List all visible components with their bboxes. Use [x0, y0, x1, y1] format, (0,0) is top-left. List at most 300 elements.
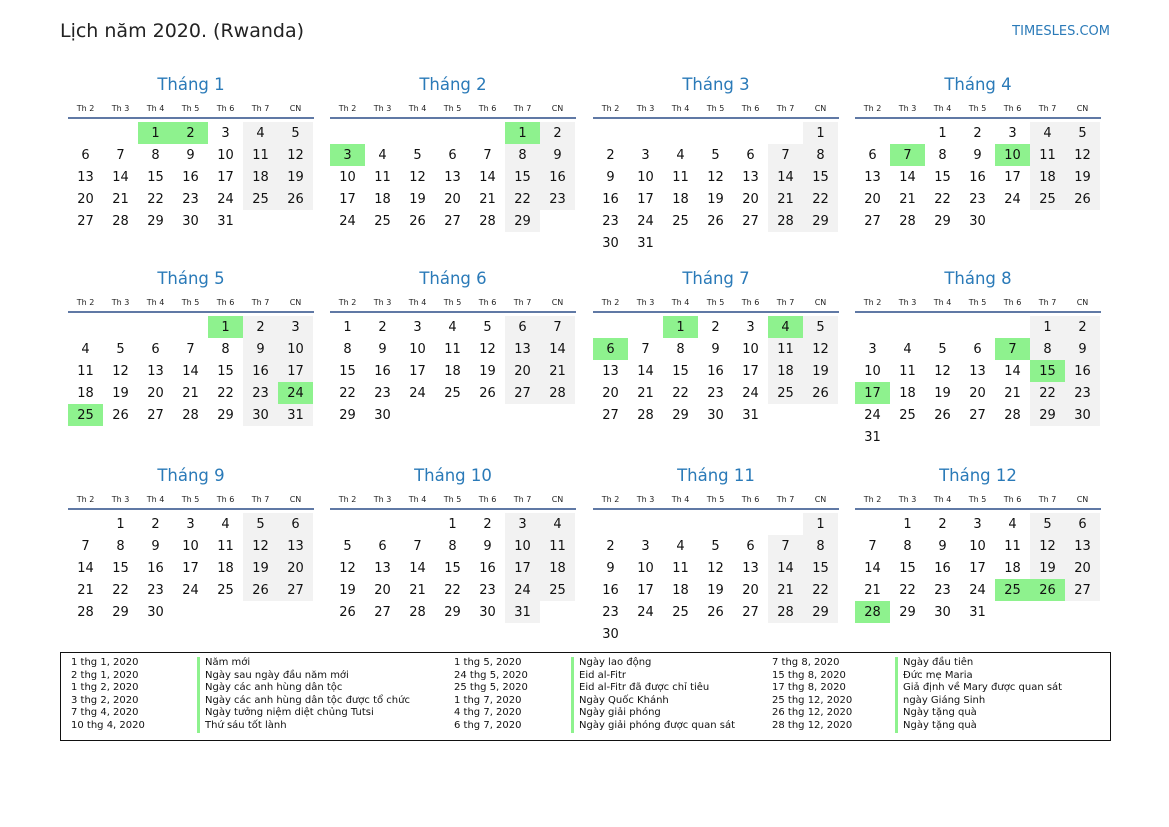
empty-cell — [628, 316, 663, 338]
day-cell: 12 — [409, 169, 426, 185]
day-cell: 6 — [278, 513, 313, 535]
day-cell: 29 — [934, 213, 951, 229]
day-cell: 4 — [1030, 122, 1065, 144]
day-cell: 14 — [540, 338, 575, 360]
empty-cell — [698, 513, 733, 535]
day-cell: 25 — [217, 582, 234, 598]
day-grid — [330, 122, 576, 232]
day-cell: 2 — [243, 316, 278, 338]
day-cell: 20 — [147, 385, 164, 401]
day-cell: 20 — [742, 191, 759, 207]
empty-cell — [733, 122, 768, 144]
day-cell: 13 — [742, 560, 759, 576]
legend-holiday-name: Ngày các anh hùng dân tộc — [197, 682, 410, 695]
day-cell: 19 — [278, 166, 313, 188]
day-cell: 18 — [540, 557, 575, 579]
weekday-label: Th 2 — [76, 298, 95, 307]
legend-holiday-name: Ngày tưởng niệm diệt chủng Tutsi — [197, 707, 410, 720]
day-cell: 14 — [112, 169, 129, 185]
day-cell: 22 — [803, 579, 838, 601]
empty-cell — [68, 316, 103, 338]
day-cell: 6 — [1065, 513, 1100, 535]
day-cell: 26 — [409, 213, 426, 229]
day-cell: 15 — [803, 557, 838, 579]
day-cell: 28 — [899, 213, 916, 229]
day-cell: 24 — [864, 407, 881, 423]
legend-holiday-name: Ngày giải phóng được quan sát — [571, 720, 735, 733]
empty-cell — [628, 122, 663, 144]
day-cell: 15 — [147, 169, 164, 185]
day-cell: 2 — [151, 516, 160, 532]
day-cell: 23 — [374, 385, 391, 401]
weekday-label: Th 4 — [146, 298, 165, 307]
day-cell: 29 — [1030, 404, 1065, 426]
day-cell: 21 — [182, 385, 199, 401]
day-cell: 20 — [77, 191, 94, 207]
day-cell: 4 — [676, 147, 685, 163]
day-cell: 4 — [540, 513, 575, 535]
day-cell: 6 — [81, 147, 90, 163]
month-name: Tháng 1 — [157, 75, 225, 94]
weekday-label: Th 4 — [408, 298, 427, 307]
empty-cell — [103, 316, 138, 338]
day-cell: 20 — [374, 582, 391, 598]
day-cell: 7 — [116, 147, 125, 163]
legend-date: 10 thg 4, 2020 — [71, 719, 145, 731]
weekday-label: Th 3 — [898, 495, 917, 504]
legend-holiday-name: Ngày sau ngày đầu năm mới — [197, 670, 410, 683]
day-cell: 26 — [112, 407, 129, 423]
day-cell: 9 — [711, 341, 720, 357]
day-cell: 22 — [803, 188, 838, 210]
day-cell: 11 — [672, 560, 689, 576]
day-cell: 22 — [147, 191, 164, 207]
day-cell: 19 — [707, 191, 724, 207]
empty-cell — [663, 513, 698, 535]
day-cell: 17 — [742, 363, 759, 379]
day-cell: 17 — [217, 169, 234, 185]
month-name: Tháng 6 — [419, 269, 487, 288]
day-cell: 13 — [444, 169, 461, 185]
weekday-header — [855, 494, 1101, 510]
day-cell: 19 — [409, 191, 426, 207]
weekday-header — [68, 297, 314, 313]
day-cell: 23 — [243, 382, 278, 404]
weekday-label: Th 5 — [181, 104, 200, 113]
day-cell: 12 — [339, 560, 356, 576]
empty-cell — [593, 513, 628, 535]
legend-date-column — [772, 657, 852, 733]
day-cell: 30 — [479, 604, 496, 620]
day-cell: 18 — [217, 560, 234, 576]
empty-cell — [68, 513, 103, 535]
day-cell: 8 — [448, 538, 457, 554]
holiday-cell: 15 — [1030, 360, 1065, 382]
weekday-label: Th 6 — [216, 298, 235, 307]
legend-date: 4 thg 7, 2020 — [454, 707, 522, 719]
day-grid — [855, 513, 1101, 623]
day-cell: 13 — [147, 363, 164, 379]
day-cell: 28 — [479, 213, 496, 229]
day-cell: 17 — [409, 363, 426, 379]
day-cell: 22 — [505, 188, 540, 210]
day-cell: 25 — [540, 579, 575, 601]
day-cell: 8 — [903, 538, 912, 554]
holiday-cell: 24 — [278, 382, 313, 404]
day-cell: 12 — [243, 535, 278, 557]
day-cell: 5 — [483, 319, 492, 335]
weekday-label: Th 2 — [601, 495, 620, 504]
empty-cell — [698, 122, 733, 144]
day-cell: 24 — [637, 604, 654, 620]
weekday-label: Th 2 — [338, 298, 357, 307]
legend-name-column — [197, 657, 410, 733]
day-grid — [593, 122, 839, 254]
day-cell: 29 — [672, 407, 689, 423]
day-cell: 22 — [934, 191, 951, 207]
month-name: Tháng 12 — [939, 466, 1017, 485]
day-cell: 25 — [672, 213, 689, 229]
day-cell: 8 — [803, 144, 838, 166]
day-grid — [68, 316, 314, 426]
day-cell: 16 — [374, 363, 391, 379]
holiday-cell: 25 — [995, 579, 1030, 601]
weekday-label: Th 4 — [408, 495, 427, 504]
day-cell: 9 — [243, 338, 278, 360]
day-cell: 27 — [864, 213, 881, 229]
day-cell: 3 — [641, 538, 650, 554]
day-cell: 1 — [938, 125, 947, 141]
weekday-label: Th 7 — [251, 298, 270, 307]
day-cell: 29 — [339, 407, 356, 423]
day-cell: 23 — [182, 191, 199, 207]
weekday-label: Th 6 — [1003, 495, 1022, 504]
day-cell: 28 — [409, 604, 426, 620]
day-cell: 30 — [934, 604, 951, 620]
day-cell: 1 — [116, 516, 125, 532]
weekday-label: Th 3 — [373, 298, 392, 307]
weekday-label: Th 5 — [443, 298, 462, 307]
month-block — [593, 267, 839, 426]
empty-cell — [365, 122, 400, 144]
day-cell: 23 — [1065, 382, 1100, 404]
month-name: Tháng 2 — [419, 75, 487, 94]
day-cell: 2 — [606, 147, 615, 163]
day-cell: 24 — [182, 582, 199, 598]
day-cell: 22 — [1030, 382, 1065, 404]
day-cell: 8 — [343, 341, 352, 357]
weekday-label: CN — [551, 104, 564, 113]
legend-holiday-name: Ngày tặng quà — [895, 720, 1062, 733]
day-cell: 10 — [864, 363, 881, 379]
day-cell: 1 — [903, 516, 912, 532]
day-cell: 4 — [221, 516, 230, 532]
weekday-label: Th 7 — [776, 298, 795, 307]
day-cell: 20 — [278, 557, 313, 579]
day-cell: 8 — [151, 147, 160, 163]
day-cell: 30 — [147, 604, 164, 620]
day-cell: 12 — [479, 341, 496, 357]
day-cell: 18 — [672, 582, 689, 598]
day-cell: 24 — [339, 213, 356, 229]
day-cell: 18 — [672, 191, 689, 207]
legend-holiday-name: Ngày tặng quà — [895, 707, 1062, 720]
weekday-header — [855, 297, 1101, 313]
weekday-label: Th 7 — [251, 104, 270, 113]
day-cell: 27 — [742, 213, 759, 229]
day-cell: 26 — [707, 213, 724, 229]
weekday-label: Th 3 — [111, 495, 130, 504]
legend-date: 25 thg 5, 2020 — [454, 682, 528, 694]
holiday-cell: 1 — [663, 316, 698, 338]
holiday-cell: 28 — [855, 601, 890, 623]
weekday-label: Th 6 — [478, 298, 497, 307]
day-cell: 5 — [343, 538, 352, 554]
legend-name-column — [895, 657, 1062, 733]
empty-cell — [593, 316, 628, 338]
day-cell: 28 — [182, 407, 199, 423]
day-cell: 21 — [540, 360, 575, 382]
weekday-label: Th 2 — [601, 298, 620, 307]
empty-cell — [593, 122, 628, 144]
day-cell: 10 — [637, 560, 654, 576]
day-cell: 15 — [112, 560, 129, 576]
day-cell: 5 — [938, 341, 947, 357]
day-cell: 29 — [803, 210, 838, 232]
day-cell: 19 — [243, 557, 278, 579]
month-name: Tháng 3 — [682, 75, 750, 94]
month-name: Tháng 8 — [944, 269, 1012, 288]
weekday-label: Th 7 — [513, 104, 532, 113]
day-cell: 3 — [186, 516, 195, 532]
weekday-label: Th 7 — [1038, 495, 1057, 504]
legend-date: 1 thg 1, 2020 — [71, 657, 139, 668]
weekday-label: Th 3 — [898, 298, 917, 307]
day-cell: 11 — [243, 144, 278, 166]
weekday-label: Th 6 — [741, 104, 760, 113]
month-name: Tháng 5 — [157, 269, 225, 288]
day-cell: 6 — [868, 147, 877, 163]
day-cell: 29 — [112, 604, 129, 620]
month-block — [330, 267, 576, 426]
weekday-label: Th 5 — [706, 495, 725, 504]
holiday-cell: 1 — [138, 122, 173, 144]
day-cell: 15 — [217, 363, 234, 379]
day-cell: 11 — [899, 363, 916, 379]
day-cell: 20 — [444, 191, 461, 207]
day-cell: 7 — [868, 538, 877, 554]
weekday-label: Th 3 — [111, 298, 130, 307]
holiday-cell: 2 — [173, 122, 208, 144]
day-cell: 15 — [505, 166, 540, 188]
day-cell: 31 — [505, 601, 540, 623]
day-cell: 26 — [934, 407, 951, 423]
day-cell: 10 — [339, 169, 356, 185]
day-cell: 11 — [217, 538, 234, 554]
weekday-label: CN — [551, 298, 564, 307]
day-cell: 16 — [243, 360, 278, 382]
day-cell: 11 — [444, 341, 461, 357]
legend-date: 3 thg 2, 2020 — [71, 694, 139, 706]
day-cell: 28 — [540, 382, 575, 404]
day-cell: 5 — [116, 341, 125, 357]
day-cell: 16 — [479, 560, 496, 576]
day-cell: 26 — [339, 604, 356, 620]
day-cell: 21 — [768, 579, 803, 601]
day-cell: 2 — [606, 538, 615, 554]
empty-cell — [855, 513, 890, 535]
day-cell: 29 — [147, 213, 164, 229]
month-block — [68, 73, 314, 232]
day-cell: 21 — [77, 582, 94, 598]
day-cell: 5 — [243, 513, 278, 535]
day-cell: 8 — [505, 144, 540, 166]
day-cell: 11 — [1004, 538, 1021, 554]
day-cell: 22 — [672, 385, 689, 401]
day-cell: 4 — [378, 147, 387, 163]
legend-holiday-name: Ngày lao động — [571, 657, 735, 670]
day-cell: 5 — [278, 122, 313, 144]
day-cell: 19 — [112, 385, 129, 401]
day-cell: 30 — [707, 407, 724, 423]
empty-cell — [855, 122, 890, 144]
legend-date: 15 thg 8, 2020 — [772, 669, 846, 681]
day-cell: 15 — [444, 560, 461, 576]
day-cell: 7 — [641, 341, 650, 357]
legend-holiday-name: Ngày Quốc Khánh — [571, 695, 735, 708]
day-cell: 4 — [448, 319, 457, 335]
day-cell: 12 — [803, 338, 838, 360]
day-cell: 4 — [81, 341, 90, 357]
site-link[interactable]: TIMESLES.COM — [1012, 24, 1110, 39]
legend-date: 25 thg 12, 2020 — [772, 694, 853, 706]
day-cell: 10 — [409, 341, 426, 357]
weekday-label: CN — [814, 104, 827, 113]
weekday-label: Th 2 — [76, 104, 95, 113]
weekday-label: Th 7 — [251, 495, 270, 504]
day-cell: 5 — [803, 316, 838, 338]
weekday-label: Th 7 — [513, 298, 532, 307]
weekday-label: Th 5 — [968, 495, 987, 504]
day-cell: 21 — [637, 385, 654, 401]
day-cell: 12 — [707, 169, 724, 185]
day-cell: 1 — [343, 319, 352, 335]
empty-cell — [365, 513, 400, 535]
day-cell: 26 — [803, 382, 838, 404]
day-cell: 25 — [768, 382, 803, 404]
day-cell: 22 — [339, 385, 356, 401]
day-cell: 4 — [1008, 516, 1017, 532]
day-cell: 21 — [768, 188, 803, 210]
day-grid — [855, 316, 1101, 448]
day-cell: 17 — [1004, 169, 1021, 185]
day-cell: 8 — [803, 535, 838, 557]
day-cell: 6 — [448, 147, 457, 163]
weekday-label: Th 5 — [968, 298, 987, 307]
day-cell: 1 — [448, 516, 457, 532]
weekday-label: Th 4 — [671, 495, 690, 504]
empty-cell — [960, 316, 995, 338]
weekday-header — [68, 494, 314, 510]
day-cell: 16 — [934, 560, 951, 576]
day-cell: 29 — [217, 407, 234, 423]
legend-date: 1 thg 7, 2020 — [454, 694, 522, 706]
day-cell: 9 — [938, 538, 947, 554]
day-cell: 14 — [409, 560, 426, 576]
weekday-label: Th 3 — [636, 104, 655, 113]
day-cell: 11 — [374, 169, 391, 185]
weekday-label: CN — [1076, 298, 1089, 307]
day-cell: 13 — [77, 169, 94, 185]
day-cell: 27 — [374, 604, 391, 620]
day-cell: 30 — [182, 213, 199, 229]
day-cell: 11 — [540, 535, 575, 557]
day-cell: 23 — [934, 582, 951, 598]
day-cell: 28 — [768, 210, 803, 232]
day-cell: 7 — [768, 535, 803, 557]
holiday-cell: 6 — [593, 338, 628, 360]
day-cell: 12 — [934, 363, 951, 379]
day-cell: 8 — [221, 341, 230, 357]
legend-date: 26 thg 12, 2020 — [772, 707, 853, 719]
day-cell: 30 — [602, 235, 619, 251]
day-cell: 7 — [540, 316, 575, 338]
day-grid — [68, 513, 314, 623]
legend-date: 7 thg 8, 2020 — [772, 657, 840, 668]
weekday-label: Th 2 — [338, 104, 357, 113]
legend-date: 17 thg 8, 2020 — [772, 682, 846, 694]
day-cell: 27 — [278, 579, 313, 601]
day-cell: 3 — [221, 125, 230, 141]
weekday-label: Th 7 — [776, 104, 795, 113]
day-cell: 16 — [602, 582, 619, 598]
day-cell: 24 — [637, 213, 654, 229]
day-cell: 10 — [742, 341, 759, 357]
day-cell: 27 — [505, 382, 540, 404]
day-cell: 17 — [969, 560, 986, 576]
holiday-cell: 1 — [208, 316, 243, 338]
day-cell: 10 — [182, 538, 199, 554]
empty-cell — [173, 316, 208, 338]
day-cell: 24 — [409, 385, 426, 401]
day-cell: 17 — [637, 582, 654, 598]
day-cell: 3 — [1008, 125, 1017, 141]
legend-holiday-name: Năm mới — [197, 657, 410, 670]
day-cell: 10 — [217, 147, 234, 163]
day-cell: 14 — [768, 557, 803, 579]
day-cell: 16 — [182, 169, 199, 185]
holiday-cell: 3 — [330, 144, 365, 166]
day-cell: 3 — [973, 516, 982, 532]
legend-holiday-name: Thứ sáu tốt lành — [197, 720, 410, 733]
day-cell: 8 — [938, 147, 947, 163]
month-block — [330, 464, 576, 623]
day-cell: 27 — [444, 213, 461, 229]
legend-date-column — [71, 657, 145, 733]
day-cell: 14 — [637, 363, 654, 379]
weekday-label: Th 3 — [636, 298, 655, 307]
day-cell: 18 — [243, 166, 278, 188]
day-cell: 25 — [672, 604, 689, 620]
weekday-header — [330, 297, 576, 313]
day-cell: 13 — [602, 363, 619, 379]
weekday-label: Th 6 — [216, 495, 235, 504]
month-block — [68, 464, 314, 623]
month-block — [593, 464, 839, 645]
day-cell: 29 — [899, 604, 916, 620]
day-cell: 12 — [707, 560, 724, 576]
day-cell: 15 — [803, 166, 838, 188]
